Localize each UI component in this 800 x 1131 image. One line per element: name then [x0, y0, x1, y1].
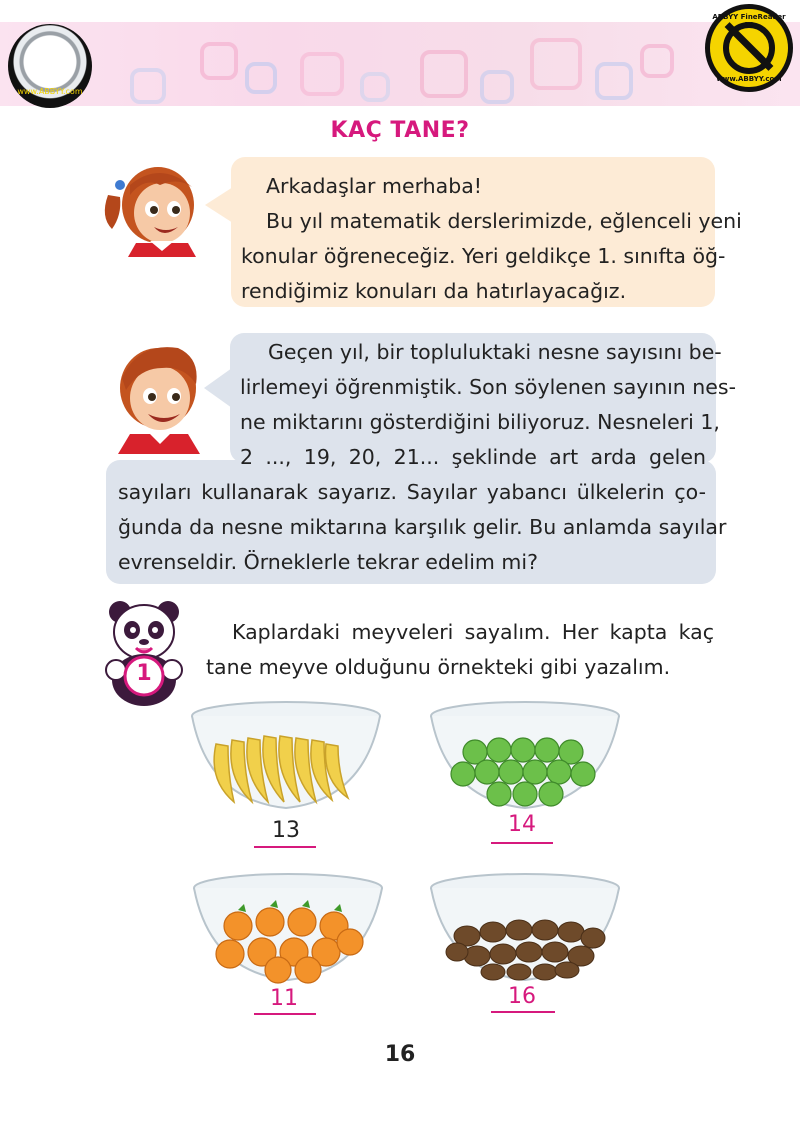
bowl-2-answer-line [491, 842, 553, 844]
bowl-3-answer-line [254, 1013, 316, 1015]
bowl-4-count: 16 [508, 984, 536, 1009]
abbyy-seal-right: ABBYY FineReader 10 www.ABBYY.com [705, 4, 793, 92]
page-number: 16 [384, 1042, 416, 1067]
speech-bubble-girl [231, 157, 742, 307]
bowl-bananas [188, 700, 384, 812]
abbyy-seal-left: www.ABBYY.com [8, 24, 92, 108]
speech-bubble-boy-tail [204, 368, 232, 408]
bowl-3-count: 11 [270, 986, 298, 1011]
bowl-1-answer-line [254, 846, 316, 848]
bowl-kiwis [427, 872, 623, 984]
bowl-4-answer-line [491, 1011, 555, 1013]
bubble2-line-2: lirlemeyi öğrenmiştik. Son söylenen sayının nes- [240, 375, 736, 399]
activity-line-2: tane meyve olduğunu örnekteki gibi yazalım. [206, 655, 671, 679]
panda-illustration [102, 600, 188, 710]
page-title: KAÇ TANE? [330, 118, 470, 143]
bowl-1-count: 13 [272, 818, 300, 843]
bubble1-line-4: rendiğimiz konuları da hatırlayacağız. [241, 279, 627, 303]
bubble2-line-7: evrenseldir. Örneklerle tekrar edelim mi? [118, 550, 538, 574]
activity-number: 1 [136, 661, 152, 686]
bubble2-line-3: ne miktarını gösterdiğini biliyoruz. Nesneleri 1, [240, 410, 720, 434]
bowl-2-count: 14 [508, 812, 536, 837]
boy-illustration [108, 338, 208, 454]
bubble2-line-1: Geçen yıl, bir topluluktaki nesne sayısını be- [268, 340, 722, 364]
bubble2-line-6: ğunda da nesne miktarına karşılık gelir. Bu anlamda sayılar [118, 515, 727, 539]
bowl-oranges [190, 872, 386, 984]
bubble1-line-3: konular öğreneceğiz. Yeri geldikçe 1. sınıfta öğ- [241, 244, 726, 268]
activity-line-1: Kaplardaki meyveleri sayalım. Her kapta kaç [232, 620, 714, 644]
bubble1-line-2: Bu yıl matematik derslerimizde, eğlenceli yeni [266, 209, 742, 233]
bubble2-line-4: 2 ..., 19, 20, 21... şeklinde art arda gelen [240, 445, 706, 469]
header-decoration [0, 22, 800, 106]
bubble1-line-1: Arkadaşlar merhaba! [266, 174, 482, 198]
bubble2-line-5: sayıları kullanarak sayarız. Sayılar yabancı ülkelerin ço- [118, 480, 706, 504]
girl-illustration [100, 155, 210, 257]
bowl-green-apples [427, 700, 623, 812]
